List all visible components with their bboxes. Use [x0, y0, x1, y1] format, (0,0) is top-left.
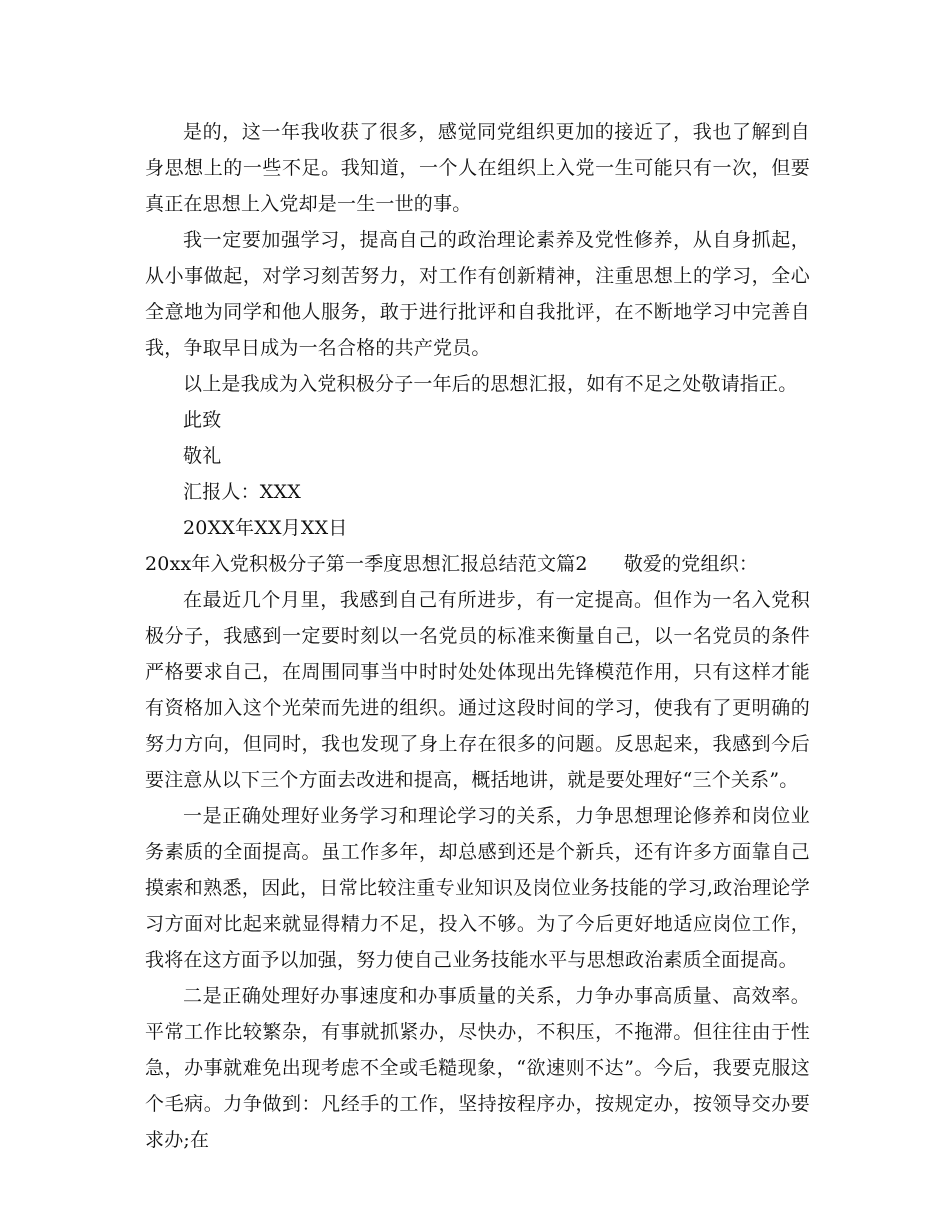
paragraph: 以上是我成为入党积极分子一年后的思想汇报，如有不足之处敬请指正。	[183, 373, 798, 395]
date-line: 20XX年XX月XX日	[183, 517, 348, 539]
reporter-line: 汇报人：XXX	[183, 481, 301, 503]
document-body	[145, 114, 810, 1158]
paragraph: 我一定要加强学习，提高自己的政治理论素养及党性修养，从自身抓起，从小事做起，对学习刻苦努力，对工作有创新精神，注重思想上的学习，全心全意地为同学和他人服务，敢于进行批评和自我批评，在不断地学习中完善自我，争取早日成为一名合格的共产党员。	[145, 229, 810, 359]
closing-line-1: 此致	[183, 409, 222, 431]
paragraph: 是的，这一年我收获了很多，感觉同党组织更加的接近了，我也了解到自身思想上的一些不足。我知道，一个人在组织上入党一生可能只有一次，但要真正在思想上入党却是一生一世的事。	[145, 121, 810, 215]
salutation: 敬爱的党组织：	[623, 553, 759, 575]
section-heading: 20xx年入党积极分子第一季度思想汇报总结范文篇2	[145, 553, 588, 575]
section-heading-line	[145, 546, 810, 582]
paragraph: 在最近几个月里，我感到自己有所进步，有一定提高。但作为一名入党积极分子，我感到一定要时刻以一名党员的标准来衡量自己，以一名党员的条件严格要求自己，在周围同事当中时时处处体现出先锋模范作用，只有这样才能有资格加入这个光荣而先进的组织。通过这段时间的学习，使我有了更明确的努力方向，但同时，我也发现了身上存在很多的问题。反思起来，我感到今后要注意从以下三个方面去改进和提高，概括地讲，就是要处理好“三个关系”。	[145, 589, 810, 791]
paragraph: 一是正确处理好业务学习和理论学习的关系，力争思想理论修养和岗位业务素质的全面提高。虽工作多年，却总感到还是个新兵，还有许多方面靠自己摸索和熟悉，因此，日常比较注重专业知识及岗位业务技能的学习,政治理论学习方面对比起来就显得精力不足，投入不够。为了今后更好地适应岗位工作，我将在这方面予以加强，努力使自己业务技能水平与思想政治素质全面提高。	[145, 805, 810, 971]
closing-line-2: 敬礼	[183, 445, 222, 467]
paragraph: 二是正确处理好办事速度和办事质量的关系，力争办事高质量、高效率。平常工作比较繁杂，有事就抓紧办，尽快办，不积压，不拖滞。但往往由于性急，办事就难免出现考虑不全或毛糙现象，“欲速则不达”。今后，我要克服这个毛病。力争做到：凡经手的工作，坚持按程序办，按规定办，按领导交办要求办;在	[145, 985, 810, 1151]
